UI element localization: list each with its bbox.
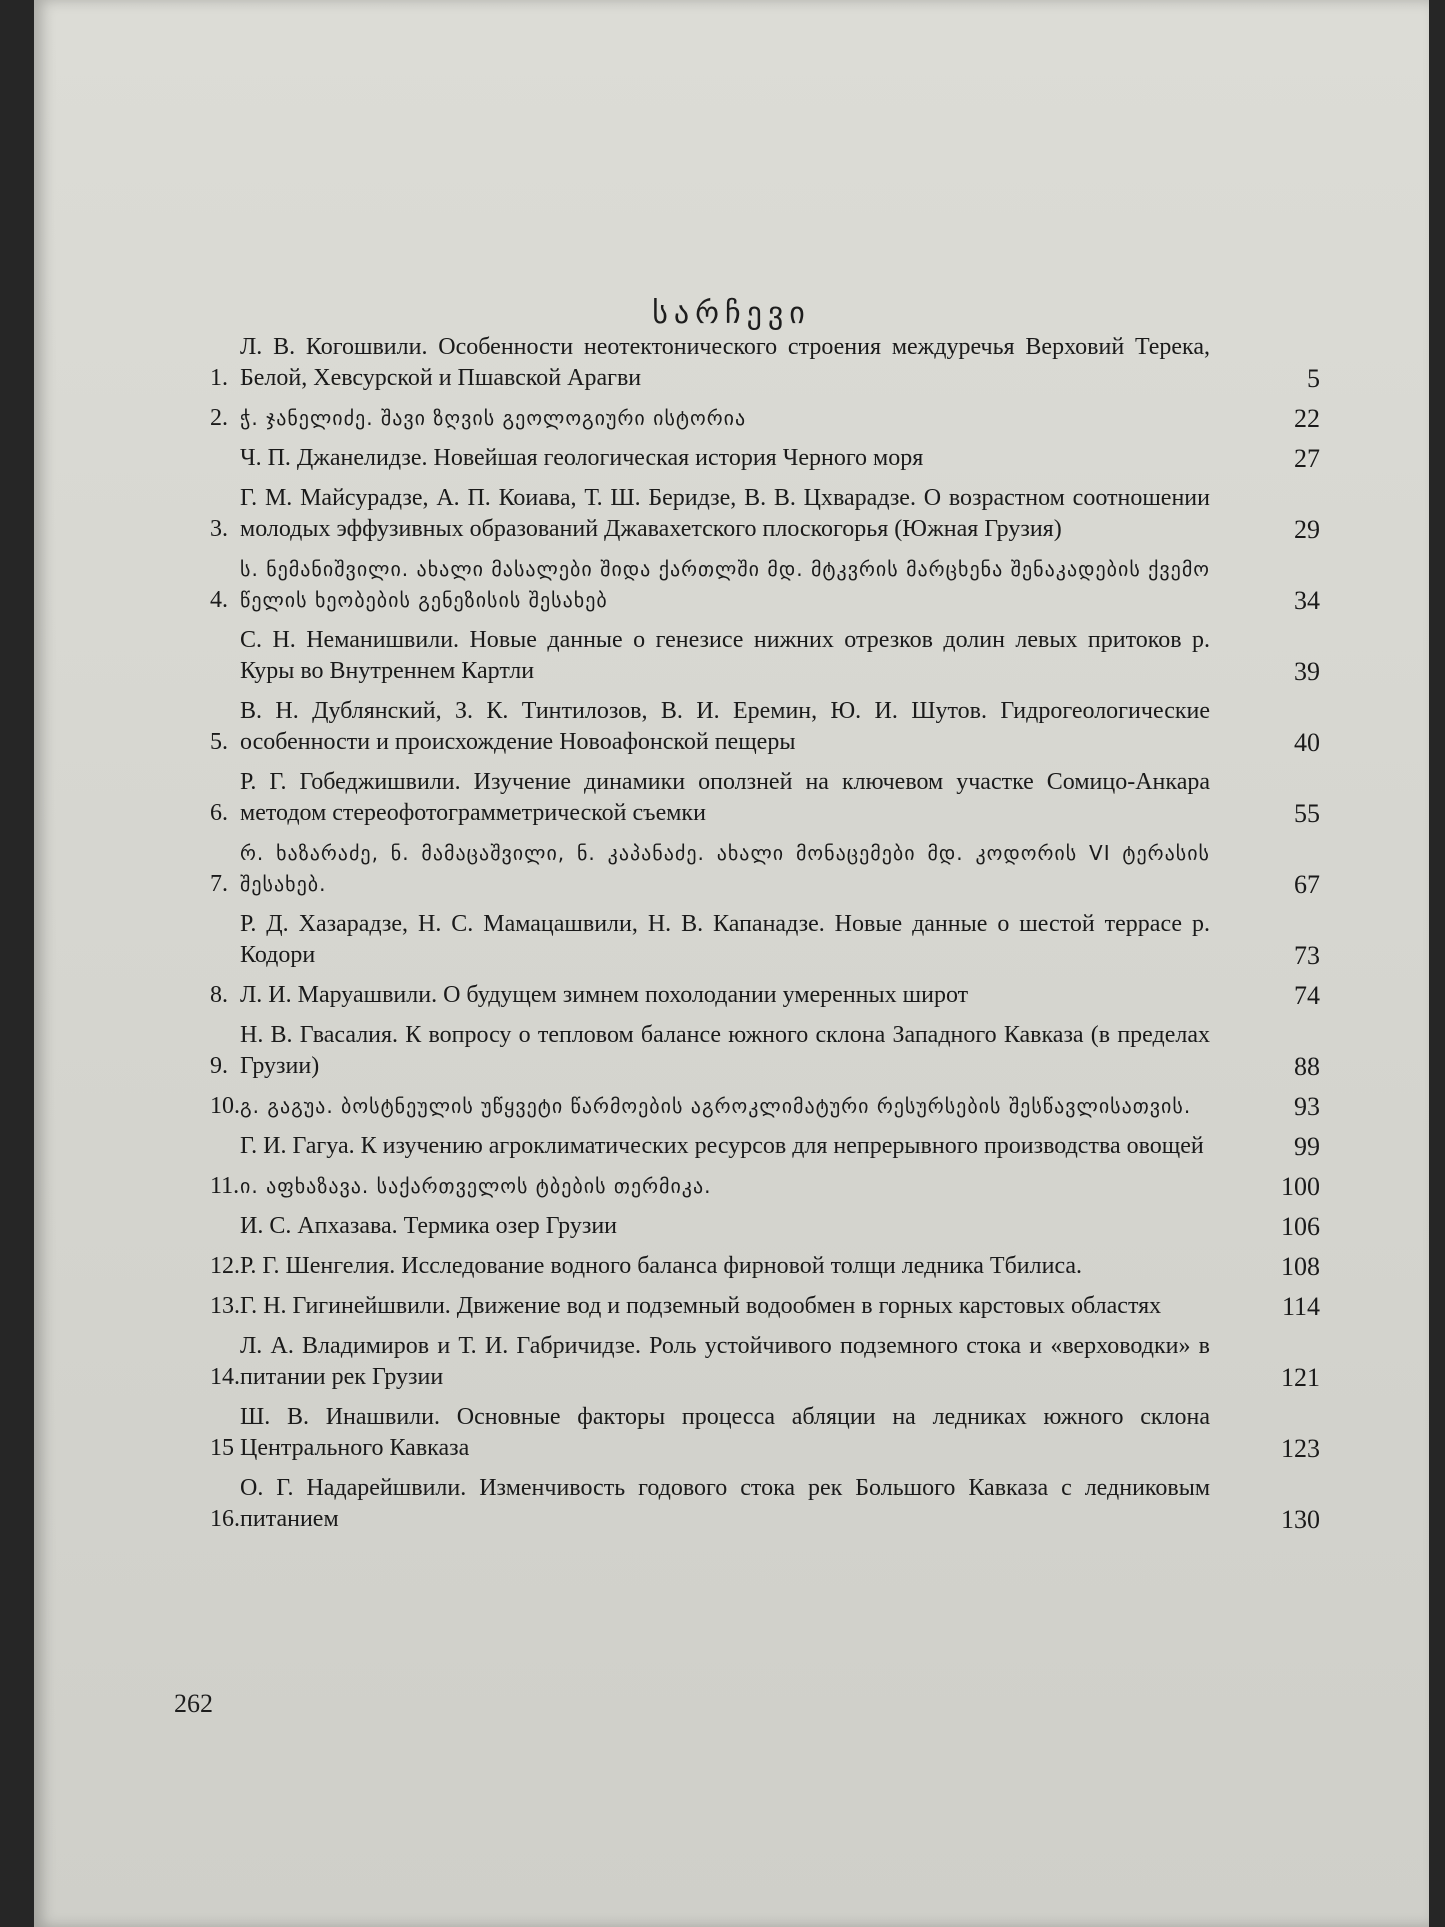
entry-title: И. С. Апхазава. Термика озер Грузии: [240, 1213, 618, 1239]
entry-title: Л. В. Когошвили. Особенности неотектонического строения междуречья Верховий Терека, Белой, Хевсурской и Пшавской Арагви: [240, 334, 1210, 391]
entry-title: ი. აფხაზავა. საქართველოს ტბების თერმიკა.: [240, 1174, 712, 1198]
entry-page: 73: [1294, 941, 1320, 970]
entry-page: 34: [1294, 586, 1320, 615]
entry-page: 123: [1281, 1434, 1320, 1463]
entry-page: 40: [1294, 728, 1320, 757]
toc-entry-row: [210, 1091, 1320, 1122]
toc-entry-row: [240, 909, 1320, 971]
entry-number: 3.: [210, 516, 228, 542]
entry-page: 74: [1294, 981, 1320, 1010]
toc-entry: [210, 1473, 1320, 1535]
entry-number: 7.: [210, 871, 228, 897]
entry-page: 106: [1281, 1212, 1320, 1241]
toc-entry-row: [210, 1251, 1320, 1282]
entry-page: 93: [1294, 1092, 1320, 1121]
toc-entry-row: [210, 980, 1320, 1011]
toc-entry: [210, 696, 1320, 758]
entry-title: Р. Д. Хазарадзе, Н. С. Мамацашвили, Н. В. Капанадзе. Новые данные о шестой террасе р. Кодори: [240, 911, 1210, 968]
entry-number: 16.: [210, 1506, 240, 1532]
toc-entry: [210, 483, 1320, 545]
toc-entry-row: [210, 1331, 1320, 1393]
toc-entry: [210, 1131, 1320, 1162]
entry-title: Г. И. Гагуа. К изучению агроклиматических ресурсов для непрерывного производства овощей: [240, 1133, 1204, 1159]
toc-entry-row: [210, 554, 1320, 616]
entry-title: Ч. П. Джанелидзе. Новейшая геологическая история Черного моря: [240, 445, 924, 471]
entry-number: 10.: [210, 1093, 240, 1119]
entry-number: 8.: [210, 982, 228, 1008]
entry-page: 114: [1281, 1292, 1320, 1321]
toc-entry: [210, 625, 1320, 687]
toc-entry: [210, 554, 1320, 616]
toc-entry: [210, 1171, 1320, 1202]
entry-number: 11.: [210, 1173, 240, 1199]
entry-page: 130: [1281, 1505, 1320, 1534]
entry-title: გ. გაგუა. ბოსტნეულის უწყვეტი წარმოების აგროკლიმატური რესურსების შესწავლისათვის.: [240, 1094, 1192, 1118]
entry-page: 27: [1294, 444, 1320, 473]
toc-entry-row: [210, 767, 1320, 829]
entry-title: Г. Н. Гигинейшвили. Движение вод и подземный водообмен в горных карстовых областях: [240, 1293, 1162, 1319]
entry-page: 39: [1294, 657, 1320, 686]
toc-entry: [210, 1211, 1320, 1242]
toc-entry: [210, 1291, 1320, 1322]
toc-entry-row: [210, 403, 1320, 434]
entry-page: 88: [1294, 1052, 1320, 1081]
toc-entry: [210, 1091, 1320, 1122]
entry-title: Р. Г. Гобеджишвили. Изучение динамики оползней на ключевом участке Сомицо-Анкара методом стереофотограмметрической съемки: [240, 769, 1210, 826]
toc-entry-row: [210, 1020, 1320, 1082]
entry-title: В. Н. Дублянский, З. К. Тинтилозов, В. И. Еремин, Ю. И. Шутов. Гидрогеологические особенности и происхождение Новоафонской пещеры: [240, 698, 1210, 755]
table-of-contents: [210, 332, 1320, 1544]
entry-title: Г. М. Майсурадзе, А. П. Коиава, Т. Ш. Беридзе, В. В. Цхварадзе. О возрастном соотношении молодых эффузивных образований Джавахетского плоскогорья (Южная Грузия): [240, 485, 1210, 542]
entry-title: ს. ნემანიშვილი. ახალი მასალები შიდა ქართლში მდ. მტკვრის მარცხენა შენაკადების ქვემო წელის ხეობების გენეზისის შესახებ: [240, 557, 1210, 612]
entry-page: 100: [1281, 1172, 1320, 1201]
entry-number: 1.: [210, 365, 228, 391]
entry-number: 14.: [210, 1364, 240, 1390]
entry-page: 99: [1294, 1132, 1320, 1161]
entry-title: С. Н. Неманишвили. Новые данные о генезисе нижних отрезков долин левых притоков р. Куры во Внутреннем Картли: [240, 627, 1210, 684]
toc-entry: [210, 1251, 1320, 1282]
toc-entry: [210, 1020, 1320, 1082]
toc-entry: [210, 403, 1320, 434]
toc-entry-row: [210, 1473, 1320, 1535]
entry-page: 55: [1294, 799, 1320, 828]
entry-title: Ш. В. Инашвили. Основные факторы процесса абляции на ледниках южного склона Центрального Кавказа: [240, 1404, 1210, 1461]
entry-title: Н. В. Гвасалия. К вопросу о тепловом балансе южного склона Западного Кавказа (в пределах Грузии): [240, 1022, 1210, 1079]
toc-entry-row: [240, 1131, 1320, 1162]
entry-page: 121: [1281, 1363, 1320, 1392]
entry-number: 6.: [210, 800, 228, 826]
toc-entry: [210, 332, 1320, 394]
toc-entry: [210, 909, 1320, 971]
entry-number: 2.: [210, 405, 228, 431]
entry-number: 13.: [210, 1293, 240, 1319]
contents-heading: სარჩევი: [652, 296, 811, 331]
entry-number: 4.: [210, 587, 228, 613]
entry-title: ჭ. ჯანელიძე. შავი ზღვის გეოლოგიური ისტორია: [240, 406, 747, 430]
toc-entry: [210, 443, 1320, 474]
book-page: [34, 0, 1429, 1927]
entry-number: 5.: [210, 729, 228, 755]
toc-entry-row: [210, 332, 1320, 394]
entry-page: 108: [1281, 1252, 1320, 1281]
toc-entry-row: [240, 625, 1320, 687]
toc-entry-row: [210, 696, 1320, 758]
toc-entry-row: [210, 1402, 1320, 1464]
toc-entry: [210, 767, 1320, 829]
toc-entry: [210, 980, 1320, 1011]
entry-number: 12.: [210, 1253, 240, 1279]
toc-entry: [210, 838, 1320, 900]
toc-entry: [210, 1331, 1320, 1393]
entry-page: 5: [1307, 364, 1320, 393]
entry-title: რ. ხაზარაძე, ნ. მამაცაშვილი, ნ. კაპანაძე. ახალი მონაცემები მდ. კოდორის VI ტერასის შესახებ.: [240, 841, 1210, 896]
entry-page: 67: [1294, 870, 1320, 899]
toc-entry-row: [210, 838, 1320, 900]
entry-page: 29: [1294, 515, 1320, 544]
toc-entry-row: [210, 1291, 1320, 1322]
toc-entry-row: [210, 1171, 1320, 1202]
page-number: 262: [174, 1689, 213, 1718]
toc-entry-row: [210, 483, 1320, 545]
entry-number: 15: [210, 1435, 234, 1461]
entry-title: О. Г. Надарейшвили. Изменчивость годового стока рек Большого Кавказа с ледниковым питанием: [240, 1475, 1210, 1532]
entry-title: Л. И. Маруашвили. О будущем зимнем похолодании умеренных широт: [240, 982, 969, 1008]
entry-title: Л. А. Владимиров и Т. И. Габричидзе. Роль устойчивого подземного стока и «верховодки» в питании рек Грузии: [240, 1333, 1210, 1390]
entry-number: 9.: [210, 1053, 228, 1079]
entry-title: Р. Г. Шенгелия. Исследование водного баланса фирновой толщи ледника Тбилиса.: [240, 1253, 1083, 1279]
entry-page: 22: [1294, 404, 1320, 433]
toc-entry: [210, 1402, 1320, 1464]
toc-entry-row: [240, 1211, 1320, 1242]
toc-entry-row: [240, 443, 1320, 474]
